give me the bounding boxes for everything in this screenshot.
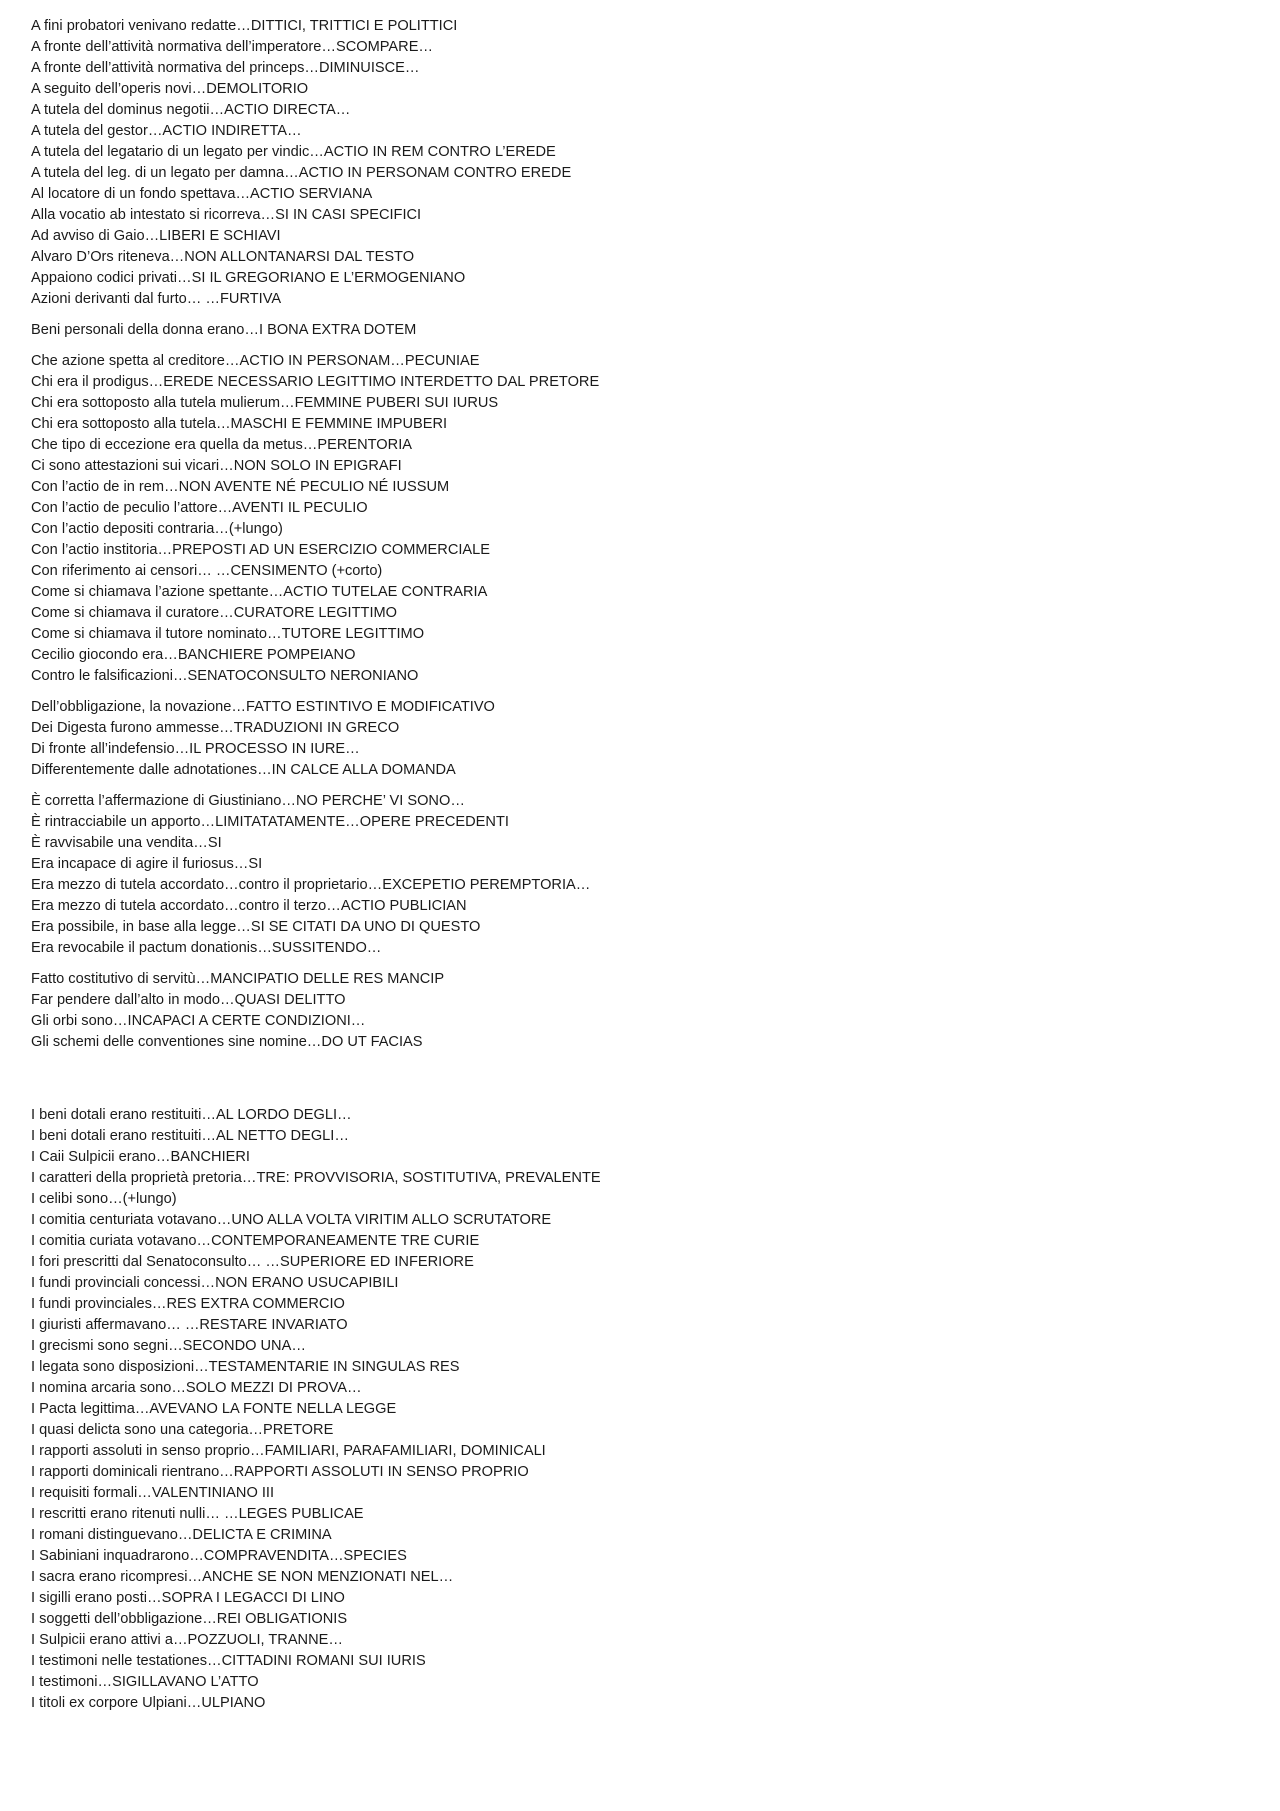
list-item: I legata sono disposizioni…TESTAMENTARIE IN SINGULAS RES [31, 1359, 460, 1375]
list-item: I celibi sono…(+lungo) [31, 1191, 177, 1207]
list-item: A fini probatori venivano redatte…DITTICI, TRITTICI E POLITTICI [31, 18, 458, 34]
list-item: Chi era il prodigus…EREDE NECESSARIO LEGITTIMO INTERDETTO DAL PRETORE [31, 374, 600, 390]
list-item: Come si chiamava il tutore nominato…TUTORE LEGITTIMO [31, 626, 425, 642]
list-item: A tutela del gestor…ACTIO INDIRETTA… [31, 123, 302, 139]
group-d [31, 697, 1231, 781]
list-item: A tutela del dominus negotii…ACTIO DIRECTA… [31, 102, 351, 118]
list-item: I soggetti dell’obbligazione…REI OBLIGATIONIS [31, 1611, 348, 1627]
list-item: Era revocabile il pactum donationis…SUSSITENDO… [31, 940, 382, 956]
list-item: Contro le falsificazioni…SENATOCONSULTO NERONIANO [31, 668, 419, 684]
list-item: Al locatore di un fondo spettava…ACTIO SERVIANA [31, 186, 373, 202]
list-item: A seguito dell’operis novi…DEMOLITORIO [31, 81, 309, 97]
list-item: Dell’obbligazione, la novazione…FATTO ESTINTIVO E MODIFICATIVO [31, 699, 495, 715]
list-item: Con riferimento ai censori… …CENSIMENTO (+corto) [31, 563, 383, 579]
list-item: I quasi delicta sono una categoria…PRETORE [31, 1422, 334, 1438]
list-item: I beni dotali erano restituiti…AL LORDO DEGLI… [31, 1107, 352, 1123]
list-item: Differentemente dalle adnotationes…IN CALCE ALLA DOMANDA [31, 762, 456, 778]
list-item: I comitia curiata votavano…CONTEMPORANEAMENTE TRE CURIE [31, 1233, 480, 1249]
list-item: Far pendere dall’alto in modo…QUASI DELITTO [31, 992, 346, 1008]
list-item: Con l’actio de peculio l’attore…AVENTI IL PECULIO [31, 500, 368, 516]
list-item: Con l’actio de in rem…NON AVENTE NÉ PECULIO NÉ IUSSUM [31, 479, 450, 495]
list-item: I fundi provinciali concessi…NON ERANO USUCAPIBILI [31, 1275, 399, 1291]
spacer [31, 959, 1231, 969]
list-item: È rintracciabile un apporto…LIMITATATAMENTE…OPERE PRECEDENTI [31, 814, 509, 830]
list-item: I Pacta legittima…AVEVANO LA FONTE NELLA LEGGE [31, 1401, 397, 1417]
list-item: Era mezzo di tutela accordato…contro il proprietario…EXCEPETIO PEREMPTORIA… [31, 877, 591, 893]
list-item: Cecilio giocondo era…BANCHIERE POMPEIANO [31, 647, 356, 663]
list-item: Come si chiamava il curatore…CURATORE LEGITTIMO [31, 605, 398, 621]
list-item: I rapporti assoluti in senso proprio…FAMILIARI, PARAFAMILIARI, DOMINICALI [31, 1443, 546, 1459]
list-item: Ad avviso di Gaio…LIBERI E SCHIAVI [31, 228, 281, 244]
list-item: Ci sono attestazioni sui vicari…NON SOLO IN EPIGRAFI [31, 458, 402, 474]
list-item: Era mezzo di tutela accordato…contro il terzo…ACTIO PUBLICIAN [31, 898, 467, 914]
list-item: Era possibile, in base alla legge…SI SE CITATI DA UNO DI QUESTO [31, 919, 481, 935]
list-item: Alvaro D’Ors riteneva…NON ALLONTANARSI DAL TESTO [31, 249, 415, 265]
list-item: I rapporti dominicali rientrano…RAPPORTI ASSOLUTI IN SENSO PROPRIO [31, 1464, 529, 1480]
list-item: I nomina arcaria sono…SOLO MEZZI DI PROVA… [31, 1380, 362, 1396]
list-item: A tutela del leg. di un legato per damna…ACTIO IN PERSONAM CONTRO EREDE [31, 165, 572, 181]
list-item: A fronte dell’attività normativa dell’imperatore…SCOMPARE… [31, 39, 434, 55]
list-item: I beni dotali erano restituiti…AL NETTO DEGLI… [31, 1128, 349, 1144]
spacer [31, 1053, 1231, 1105]
list-item: Con l’actio depositi contraria…(+lungo) [31, 521, 283, 537]
group-a [31, 16, 1231, 310]
list-item: I fundi provinciales…RES EXTRA COMMERCIO [31, 1296, 345, 1312]
list-item: Chi era sottoposto alla tutela…MASCHI E FEMMINE IMPUBERI [31, 416, 448, 432]
list-item: I testimoni…SIGILLAVANO L’ATTO [31, 1674, 259, 1690]
list-item: I Sulpicii erano attivi a…POZZUOLI, TRANNE… [31, 1632, 343, 1648]
list-item: Chi era sottoposto alla tutela mulierum…FEMMINE PUBERI SUI IURUS [31, 395, 499, 411]
list-item: Alla vocatio ab intestato si ricorreva…SI IN CASI SPECIFICI [31, 207, 422, 223]
list-item: Che tipo di eccezione era quella da metus…PERENTORIA [31, 437, 412, 453]
list-item: Fatto costitutivo di servitù…MANCIPATIO DELLE RES MANCIP [31, 971, 445, 987]
list-item: I rescritti erano ritenuti nulli… …LEGES PUBLICAE [31, 1506, 364, 1522]
list-item: I sacra erano ricompresi…ANCHE SE NON MENZIONATI NEL… [31, 1569, 454, 1585]
group-c [31, 351, 1231, 687]
spacer [31, 687, 1231, 697]
list-item: I testimoni nelle testationes…CITTADINI ROMANI SUI IURIS [31, 1653, 426, 1669]
list-item: È ravvisabile una vendita…SI [31, 835, 222, 851]
list-item: I grecismi sono segni…SECONDO UNA… [31, 1338, 306, 1354]
list-item: Che azione spetta al creditore…ACTIO IN PERSONAM…PECUNIAE [31, 353, 480, 369]
list-item: Appaiono codici privati…SI IL GREGORIANO E L’ERMOGENIANO [31, 270, 466, 286]
list-item: È corretta l’affermazione di Giustiniano…NO PERCHE’ VI SONO… [31, 793, 465, 809]
list-item: I giuristi affermavano… …RESTARE INVARIATO [31, 1317, 348, 1333]
group-b [31, 320, 1231, 341]
document-page [31, 16, 1231, 1714]
group-e [31, 791, 1231, 959]
list-item: Con l’actio institoria…PREPOSTI AD UN ESERCIZIO COMMERCIALE [31, 542, 490, 558]
list-item: I comitia centuriata votavano…UNO ALLA VOLTA VIRITIM ALLO SCRUTATORE [31, 1212, 552, 1228]
list-item: I titoli ex corpore Ulpiani…ULPIANO [31, 1695, 266, 1711]
list-item: I sigilli erano posti…SOPRA I LEGACCI DI LINO [31, 1590, 345, 1606]
list-item: I requisiti formali…VALENTINIANO III [31, 1485, 275, 1501]
list-item: Azioni derivanti dal furto… …FURTIVA [31, 291, 282, 307]
spacer [31, 781, 1231, 791]
list-item: Di fronte all’indefensio…IL PROCESSO IN IURE… [31, 741, 360, 757]
list-item: I fori prescritti dal Senatoconsulto… …SUPERIORE ED INFERIORE [31, 1254, 474, 1270]
spacer [31, 341, 1231, 351]
list-item: I romani distinguevano…DELICTA E CRIMINA [31, 1527, 332, 1543]
list-item: A fronte dell’attività normativa del princeps…DIMINUISCE… [31, 60, 420, 76]
list-item: Era incapace di agire il furiosus…SI [31, 856, 263, 872]
list-item: I Sabiniani inquadrarono…COMPRAVENDITA…SPECIES [31, 1548, 407, 1564]
list-item: Come si chiamava l’azione spettante…ACTIO TUTELAE CONTRARIA [31, 584, 488, 600]
list-item: Gli schemi delle conventiones sine nomine…DO UT FACIAS [31, 1034, 423, 1050]
group-f-g [31, 969, 1231, 1053]
list-item: I caratteri della proprietà pretoria…TRE: PROVVISORIA, SOSTITUTIVA, PREVALENTE [31, 1170, 601, 1186]
list-item: I Caii Sulpicii erano…BANCHIERI [31, 1149, 250, 1165]
group-i [31, 1105, 1231, 1714]
spacer [31, 310, 1231, 320]
list-item: A tutela del legatario di un legato per vindic…ACTIO IN REM CONTRO L’EREDE [31, 144, 556, 160]
list-item: Gli orbi sono…INCAPACI A CERTE CONDIZIONI… [31, 1013, 366, 1029]
list-item: Beni personali della donna erano…I BONA EXTRA DOTEM [31, 322, 417, 338]
list-item: Dei Digesta furono ammesse…TRADUZIONI IN GRECO [31, 720, 400, 736]
